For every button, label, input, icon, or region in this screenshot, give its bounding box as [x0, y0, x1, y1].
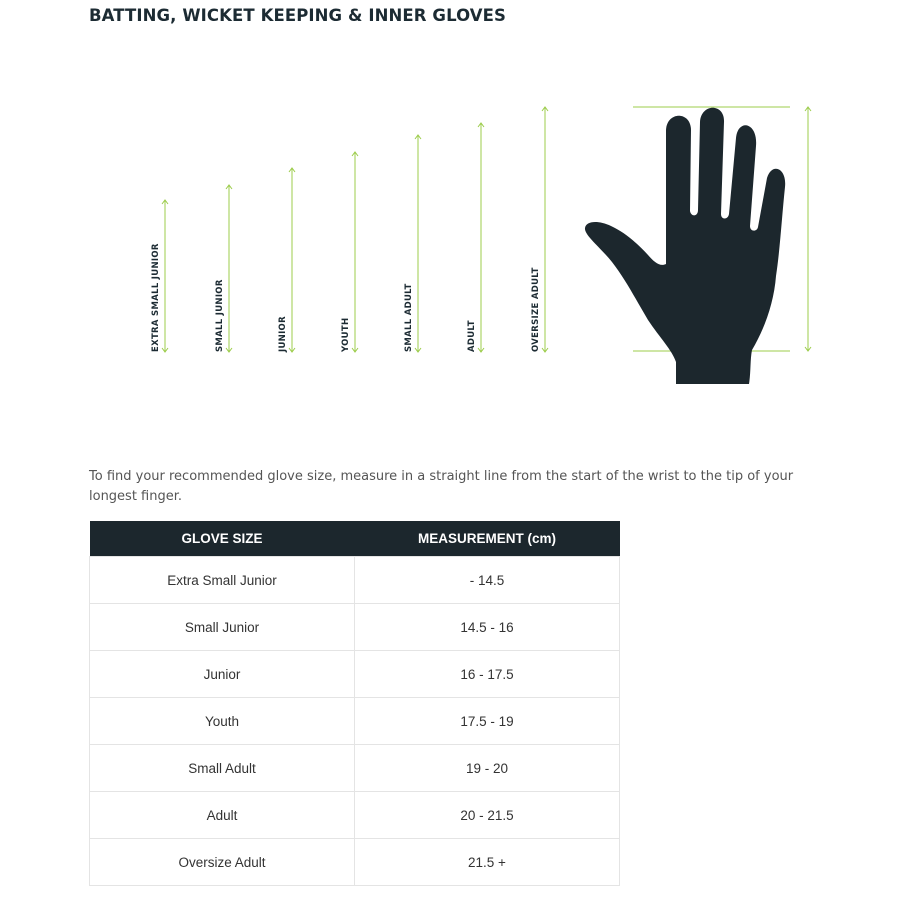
glove-size-cell: Youth — [90, 698, 355, 745]
measure-line-adult — [467, 123, 484, 352]
size-label-adult: ADULT — [467, 320, 477, 352]
measurement-cell: 17.5 - 19 — [355, 698, 620, 745]
glove-size-cell: Small Junior — [90, 604, 355, 651]
measure-line-oversize-adult — [531, 107, 548, 352]
measure-line-small-junior — [215, 185, 232, 352]
measurement-cell: 14.5 - 16 — [355, 604, 620, 651]
size-instructions: To find your recommended glove size, measure in a straight line from the start of the wrist to the tip of your longest finger. — [89, 469, 794, 504]
measure-line-extra-small-junior — [151, 200, 168, 352]
table-header-row — [90, 521, 620, 557]
glove-size-cell: Extra Small Junior — [90, 557, 355, 604]
size-label-small-adult: SMALL ADULT — [404, 283, 414, 352]
header-glove-size: GLOVE SIZE — [90, 521, 355, 557]
size-label-extra-small-junior: EXTRA SMALL JUNIOR — [151, 243, 161, 352]
glove-size-diagram — [0, 0, 900, 440]
table-row — [90, 839, 620, 886]
glove-size-cell: Small Adult — [90, 745, 355, 792]
table-row — [90, 745, 620, 792]
table-row — [90, 698, 620, 745]
table-row — [90, 557, 620, 604]
size-label-oversize-adult: OVERSIZE ADULT — [531, 267, 541, 352]
size-label-youth: YOUTH — [341, 317, 351, 352]
glove-size-cell: Adult — [90, 792, 355, 839]
table-row — [90, 604, 620, 651]
glove-size-cell: Junior — [90, 651, 355, 698]
glove-size-cell: Oversize Adult — [90, 839, 355, 886]
measurement-cell: - 14.5 — [355, 557, 620, 604]
glove-size-table — [89, 521, 620, 886]
page-title: BATTING, WICKET KEEPING & INNER GLOVES — [89, 6, 507, 25]
table-row — [90, 792, 620, 839]
measurement-cell: 19 - 20 — [355, 745, 620, 792]
size-label-small-junior: SMALL JUNIOR — [215, 279, 225, 352]
header-measurement: MEASUREMENT (cm) — [355, 521, 620, 557]
measure-line-youth — [341, 152, 358, 353]
size-label-junior: JUNIOR — [278, 316, 288, 352]
measurement-cell: 21.5 + — [355, 839, 620, 886]
measurement-cell: 16 - 17.5 — [355, 651, 620, 698]
hand-icon — [585, 108, 785, 384]
table-row — [90, 651, 620, 698]
measure-line-junior — [278, 168, 295, 353]
measurement-cell: 20 - 21.5 — [355, 792, 620, 839]
measure-line-small-adult — [404, 135, 421, 352]
